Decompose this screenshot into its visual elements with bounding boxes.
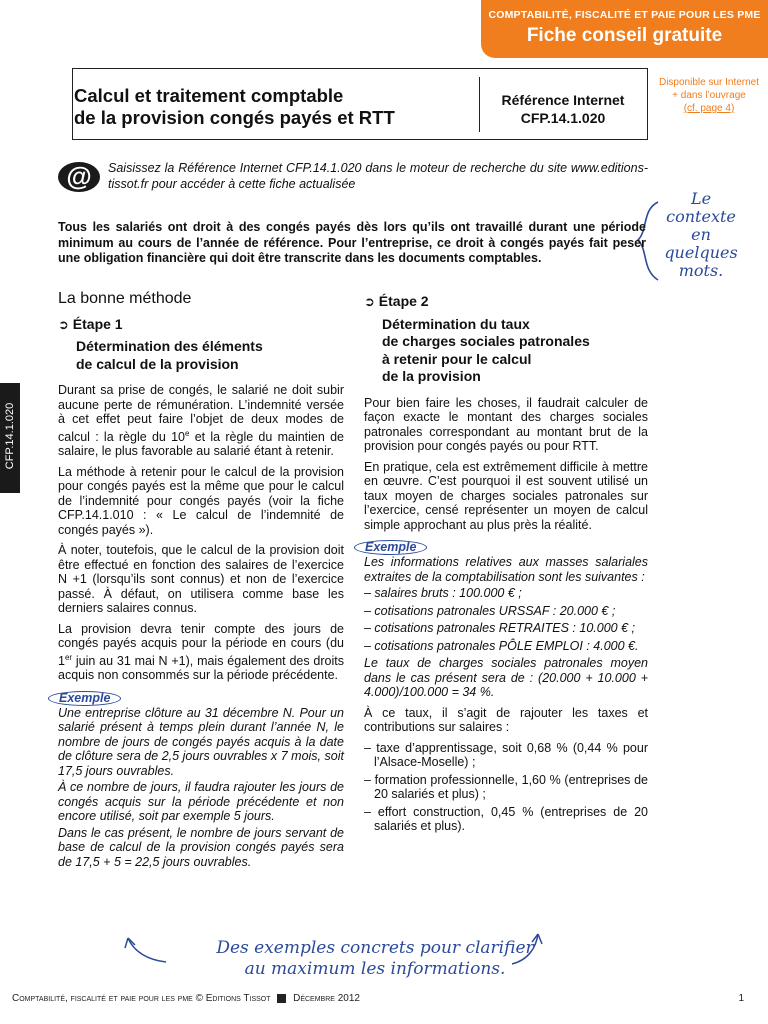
text: au salarié étant à retenir. [192,444,334,459]
side-reference-text: CFP.14.1.020 [4,402,16,470]
handwritten-word: mots. [678,261,724,280]
paragraph: À noter, toutefois, que le calcul de la provision doit être effectué en fonction des salaires de l’exercice N +1 (lorsqu’ils sont connus) et non de l’exercice passé. À défaut, on utilisera comme base les derniers salaires connus. [58,543,344,616]
list-item: – cotisations patronales PÔLE EMPLOI : 4.000 €. [364,638,639,653]
product-banner [481,0,768,58]
title-divider [479,77,480,132]
example-paragraph: Dans le cas présent, le nombre de jours servant de base de calcul de la provision congés payés sera de 17,5 + 5 = 22,5 jours ouvrables. [58,825,344,869]
arrow-circle-icon: ➲ [58,316,69,332]
step-2-subheading [382,316,648,386]
reference-label: Référence Internet [501,92,625,108]
example-label: Exemple [354,540,427,555]
handwritten-word: Le [690,189,712,208]
text: et la [189,429,226,444]
right-column [364,294,648,837]
text: près la réalité. [513,517,592,532]
text: pour l’Alsace-Moselle) ; [374,740,648,769]
page-title [74,85,474,129]
handwritten-word: quelques [664,243,738,262]
superscript: er [64,652,73,662]
at-sign-icon: @ [58,162,100,192]
title-box [72,68,648,140]
page-number: 1 [738,993,744,1004]
intro-paragraph: Tous les salariés ont droit à des congés payés dès lors qu’ils ont travaillé durant une période minimum au cours de l’année de référence. Pour l’entreprise, ce droit à congés payés fait peser une obligation financière qui doit être transcrite dans les documents comptables. [58,220,646,265]
list-item: – effort construction, 0,45 % (entreprises de 20 salariés et plus). [364,804,648,833]
left-column [58,292,344,871]
handwritten-word: contexte [666,207,736,226]
list-item: – salaires bruts : 100.000 € ; [364,586,522,600]
example-list [364,586,648,653]
text: règle du maintien de salaire, le plus favorable [58,429,344,459]
handwritten-examples-note [150,938,600,980]
superscript: e [185,428,190,438]
list-item: – cotisations patronales URSSAF : 20.000 € ; [364,603,616,618]
footer-credit [12,993,360,1004]
internet-note: Saisissez la Référence Internet CFP.14.1.020 dans le moteur de recherche du site www.editions-tissot.fr pour accéder à cette fiche actualisée [108,161,648,191]
availability-note [650,76,768,115]
step-1-heading [58,317,344,333]
example-paragraph: À ce nombre de jours, il faudra rajouter les jours de congés acquis sur la période précédente et non encore utilisé, soit par exemple 5 jours. [58,780,344,824]
side-reference-tab [0,383,20,493]
list-item [364,741,648,770]
footer-date: Décembre 2012 [293,993,360,1004]
step-2-subheading-line3: à retenir pour le calcul [382,350,532,367]
paragraph [58,622,344,683]
handwritten-line1: Des exemples concrets pour clarifier [216,938,534,958]
availability-line1: Disponible sur Internet [658,77,760,88]
publisher-logo-icon [277,994,286,1003]
step-1-subheading [76,338,344,373]
footer-publisher: Comptabilité, fiscalité et paie pour les pme © Editions Tissot [12,993,271,1004]
step-2-label: Étape 2 [378,293,429,309]
text: de deux modes de calcul : la règle du 10 [58,412,344,444]
example-paragraph: Les informations relatives aux masses salariales extraites de la comptabilisation sont les suivantes : [364,555,648,584]
availability-line2: + dans l’ouvrage [672,90,746,101]
taxes-list [364,741,648,834]
step-2-subheading-line2: de charges sociales patronales [382,333,590,349]
banner-kicker: COMPTABILITÉ, FISCALITÉ ET PAIE POUR LES PME [488,9,761,21]
page-title-line2: de la provision congés payés et RTT [74,107,395,128]
page-title-line1: Calcul et traitement comptable [74,85,344,106]
paragraph [364,460,648,533]
example-block [58,706,344,870]
example-paragraph: Le taux de charges sociales patronales moyen dans le cas présent sera de : (20.000 + 10.000 + 4.000)/100.000 = 34 %. [364,656,648,699]
banner-title: Fiche conseil gratuite [526,25,723,46]
section-title: La bonne méthode [58,290,192,307]
list-item: – cotisations patronales RETRAITES : 10.000 € ; [364,621,635,635]
text: En pratique, cela est extrêmement difficile à mettre en œuvre. C’est pourquoi il est souvent utilisé un taux moyen de charges sociales patronales sur l’exercice, censé représenter un moyen de calcul simple approchant au plus [364,459,648,532]
list-item: – formation professionnelle, 1,60 % (entreprises de 20 salariés et plus) ; [364,772,648,801]
arrow-circle-icon: ➲ [364,294,375,309]
step-2-subheading-line1: Détermination du taux [382,315,530,332]
reference-code: CFP.14.1.020 [520,110,606,126]
text: juin au 31 mai N +1), mais également des droits acquis non consommés sur la période précédente. [58,653,344,683]
text: Durant sa prise de congés, le salarié ne doit subir aucune perte de rémunération. L’indemnité versée à cet effet peut faire l’objet [58,383,344,426]
handwritten-context-note [636,190,766,280]
reference-block [483,91,643,127]
text: La provision devra tenir compte des jours de congés payés acquis pour la période en cours (du 1 [58,621,344,668]
paragraph: À ce taux, il s’agit de rajouter les taxes et contributions sur salaires : [364,705,648,734]
handwritten-line2: au maximum les informations. [244,959,506,979]
step-1-subheading-line2: de calcul de la provision [76,355,239,372]
page-reference-link[interactable]: (cf. page 4) [683,103,735,114]
handwritten-word: en [691,225,711,244]
step-1-subheading-line1: Détermination des éléments [76,338,263,354]
paragraph [58,383,344,459]
step-1-label: Étape 1 [72,315,123,332]
paragraph: La méthode à retenir pour le calcul de la provision pour congés payés est la même que pour le calcul de l’indemnité pour congés payés (voir la fiche CFP.14.1.010 : « Le calcul de l’indemnité de congés payés »). [58,464,344,537]
example-label: Exemple [48,691,121,706]
step-2-heading [364,294,648,310]
example-block [364,555,648,700]
text: – taxe d’apprentissage, soit 0,68 % (0,44 % [364,740,623,755]
step-2-subheading-line4: de la provision [382,368,481,384]
paragraph: Pour bien faire les choses, il faudrait calculer de façon exacte le montant des charges sociales patronales correspondant au montant brut de la provision pour congés payés ou pour RTT. [364,395,648,453]
page-footer [0,992,768,1012]
example-paragraph: Une entreprise clôture au 31 décembre N. Pour un salarié présent à temps plein durant l’année N, le nombre de jours de congés payés acquis à la date de clôture sera de 2,5 jours ouvrables x 7 mois, soit 17,5 jours ouvrables. [58,705,344,778]
